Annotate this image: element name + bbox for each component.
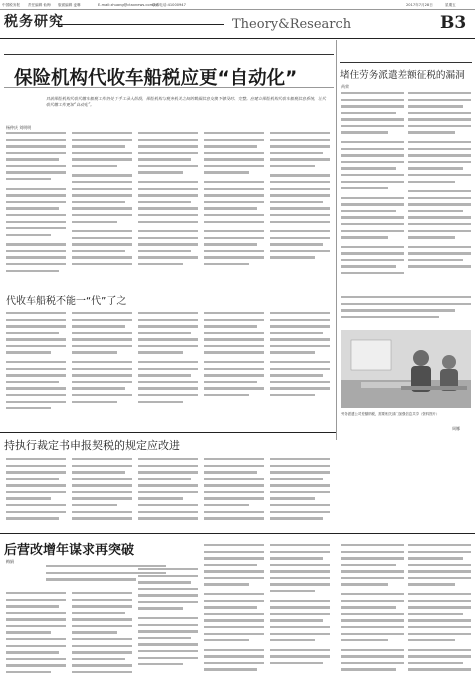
sidebar-divider xyxy=(336,40,337,440)
article3-col-3 xyxy=(138,568,198,682)
article3-col-1 xyxy=(6,592,66,682)
article2-top-rule xyxy=(0,432,336,433)
article1-byline: 杨仲庆 刘明明 xyxy=(6,125,32,130)
article1-col-7 xyxy=(72,312,132,428)
article2-headline-box xyxy=(4,437,334,453)
sidebar-headline-box xyxy=(340,62,472,80)
section-title-en: Theory&Research xyxy=(232,17,352,32)
sidebar-photo-caption: 劳务派遣公司差额纳税，需要相关部门加强信息共享（资料图片） xyxy=(341,412,440,416)
article2-col-3 xyxy=(138,458,198,530)
article1-col-10 xyxy=(270,312,330,428)
article1-col-4 xyxy=(204,132,264,282)
top-strip xyxy=(0,0,475,10)
article3-headline: 后营改增年谋求再突破 xyxy=(4,543,135,558)
article1-col-1 xyxy=(6,132,66,282)
sidebar-col-1 xyxy=(341,92,404,292)
masthead-rule xyxy=(0,38,475,39)
article1-col-5 xyxy=(270,132,330,282)
article1-col-2 xyxy=(72,132,132,282)
article1-col-8 xyxy=(138,312,198,428)
article3-col-2 xyxy=(72,592,132,682)
article2-col-5 xyxy=(270,458,330,530)
paper-name: 中国税务报 xyxy=(2,3,20,7)
article2-col-1 xyxy=(6,458,66,530)
article3-byline: 梅娟 xyxy=(6,559,14,564)
article3-col-5 xyxy=(270,544,330,682)
article2-headline: 持执行裁定书申报契税的规定应改进 xyxy=(4,439,180,452)
article3-col-6 xyxy=(341,544,404,682)
section-title: 税务研究 xyxy=(4,14,64,30)
header-divider xyxy=(56,24,224,25)
sidebar-photo xyxy=(341,330,471,408)
sidebar-byline: 芮荣 xyxy=(341,84,349,89)
article1-col-6 xyxy=(6,312,66,428)
article1-subheading-box xyxy=(6,292,166,310)
article2-col-2 xyxy=(72,458,132,530)
article3-col-7 xyxy=(408,544,471,682)
article2-col-4 xyxy=(204,458,264,530)
sidebar-headline: 堵住劳务派遣差额征税的漏洞 xyxy=(340,70,465,81)
article1-col-3 xyxy=(138,132,198,282)
article3-top-rule xyxy=(0,533,475,534)
phone-text: 联系电话:41000947 xyxy=(152,3,186,7)
sidebar-col-3 xyxy=(341,296,471,326)
email-text: E-mail:zhuang@ctaxnews.com.cn xyxy=(98,3,159,7)
edition-info: 责任编辑 仙梅 xyxy=(28,3,51,7)
article1-headline: 保险机构代收车船税应更“自动化” xyxy=(14,68,298,89)
sidebar-col-2 xyxy=(408,92,471,292)
sidebar-byline-2: 周娜 xyxy=(452,426,460,431)
article3-col-4 xyxy=(204,544,264,682)
date-text: 2017年7月28日 xyxy=(406,3,433,7)
article1-subheading: 代收车船税不能一“代”了之 xyxy=(6,296,127,307)
page-code: B3 xyxy=(440,13,467,33)
strip-editor: 版面编辑 麦琳 xyxy=(58,3,81,7)
article1-headline-box xyxy=(4,54,334,88)
weekday-text: 星期五 xyxy=(445,3,456,7)
article1-col-9 xyxy=(204,312,264,428)
office-workers-illustration xyxy=(341,330,471,408)
article1-lead: 目前保险机构代收代缴车船税工作仍处于手工录入阶段，保险机构与税务机关之间的数据信息交换不够及时、完整。应建立保险机构代收车船税信息系统，让代收代缴工作更加“自动化”。 xyxy=(46,96,326,107)
